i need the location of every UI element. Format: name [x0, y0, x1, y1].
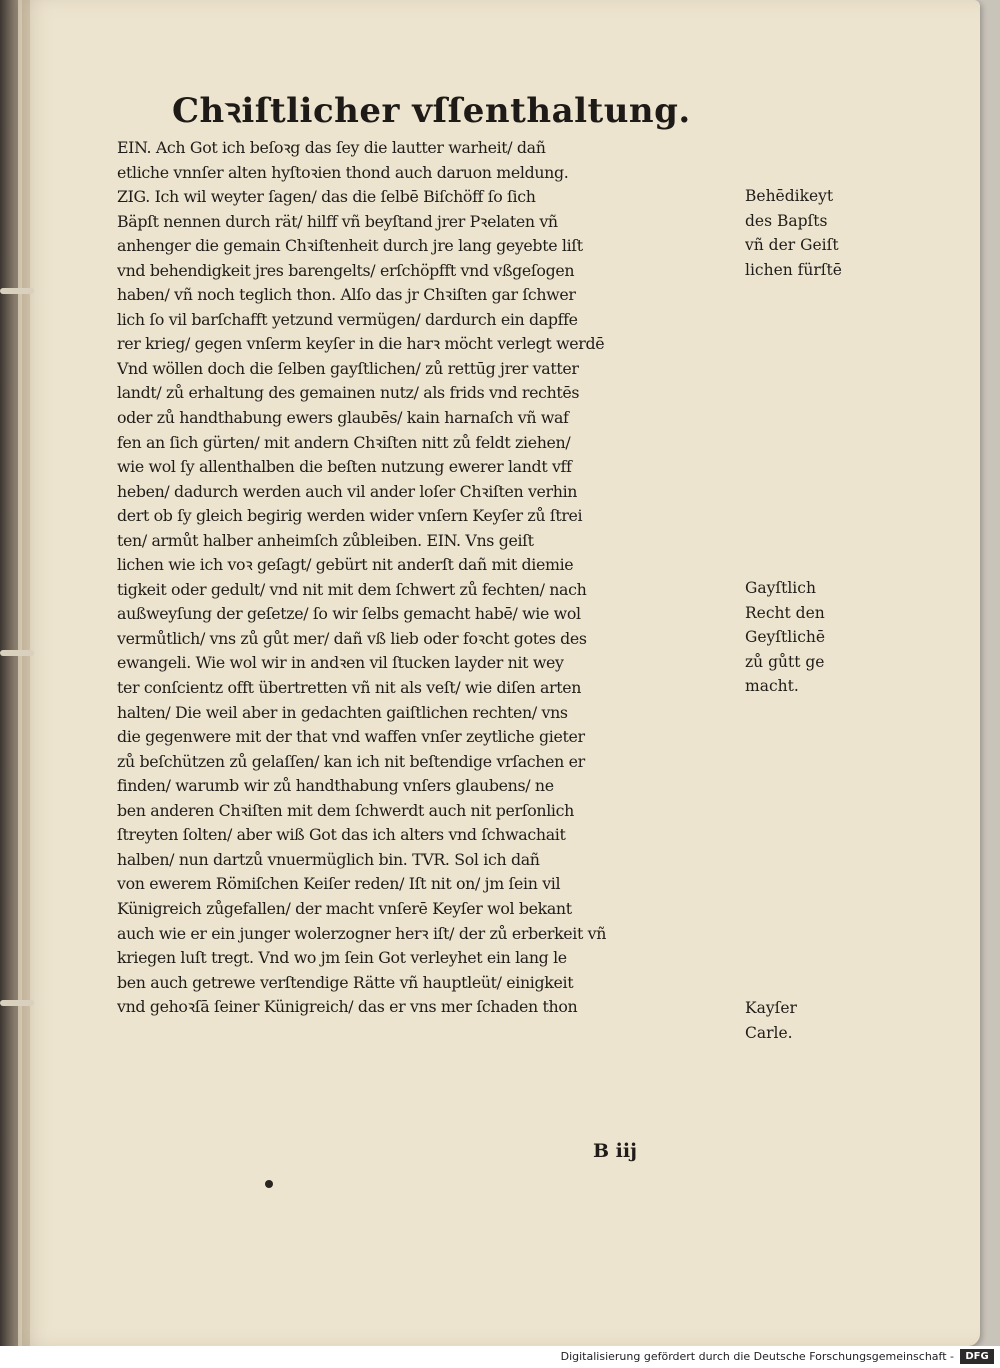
marginal-note-line: Kayſer — [745, 999, 797, 1017]
marginal-note-line: Geyſtlichē — [745, 628, 826, 646]
running-head: Chꝛiſtlicher vſſenthaltung. — [172, 91, 691, 131]
text-line: die gegenwere mit der that vnd waffen vnſer zeytliche gieter — [117, 727, 585, 747]
ink-dot — [265, 1180, 273, 1188]
marginal-note — [745, 996, 870, 1045]
marginal-note-line: Gayſtlich — [745, 579, 816, 597]
text-line: von ewerem Römiſchen Keiſer reden/ Iſt nit on/ jm ſein vil — [117, 874, 561, 894]
text-line: ter conſcientz offt übertretten vñ nit als veſt/ wie diſen arten — [117, 678, 582, 698]
text-line: kriegen luſt tregt. Vnd wo jm ſein Got verleyhet ein lang le — [117, 948, 567, 968]
text-line: vnd behendigkeit jres barengelts/ erſchöpfft vnd vßgeſogen — [117, 260, 575, 280]
text-line: haben/ vñ noch teglich thon. Alſo das jr Chꝛiſten gar ſchwer — [117, 285, 576, 305]
text-line: rer krieg/ gegen vnſerm keyſer in die harꝛ möcht verlegt werdē — [117, 334, 605, 354]
text-line: Vnd wöllen doch die ſelben gayſtlichen/ zů rettūg jrer vatter — [117, 358, 579, 378]
text-line: halten/ Die weil aber in gedachten gaiſtlichen rechten/ vns — [117, 702, 568, 722]
dfg-logo-icon: DFG — [960, 1349, 994, 1364]
text-line: lichen wie ich voꝛ geſagt/ gebürt nit anderſt dañ mit diemie — [117, 555, 574, 575]
text-line: ewangeli. Wie wol wir in andꝛen vil ſtucken layder nit wey — [117, 653, 564, 673]
text-line: ſtreyten ſolten/ aber wiß Got das ich alters vnd ſchwachait — [117, 825, 566, 845]
text-line: außweyſung der geſetze/ ſo wir ſelbs gemacht habē/ wie wol — [117, 604, 581, 624]
text-line: dert ob ſy gleich begirig werden wider vnſern Keyſer zů ſtrei — [117, 506, 583, 526]
text-line: zů beſchützen zů gelaſſen/ kan ich nit beſtendige vrſachen er — [117, 751, 585, 771]
text-line: anhenger die gemain Chꝛiſtenheit durch jre lang geyebte liſt — [117, 236, 583, 256]
text-line: oder zů handthabung ewers glaubēs/ kain harnaſch vñ waf — [117, 408, 569, 428]
text-line: etliche vnnſer alten hyſtoꝛien thond auch daruon meldung. — [117, 162, 569, 182]
text-line: tigkeit oder gedult/ vnd nit mit dem ſchwert zů fechten/ nach — [117, 579, 587, 599]
binding-thread — [0, 1000, 34, 1006]
marginal-note-line: vñ der Geiſt — [745, 236, 839, 254]
marginal-note-line: Recht den — [745, 603, 825, 622]
text-line: heben/ dadurch werden auch vil ander loſer Chꝛiſten verhin — [117, 481, 578, 501]
text-line: Künigreich zůgefallen/ der macht vnſerē Keyſer wol bekant — [117, 898, 572, 918]
binding-thread — [0, 650, 34, 656]
binding-thread — [0, 288, 34, 294]
signature-mark: B iij — [593, 1140, 637, 1162]
text-line: Bäpſt nennen durch rät/ hilff vñ beyſtand jrer Pꝛelaten vñ — [117, 211, 558, 231]
text-line: halben/ nun dartzů vnuermüglich bin. TVR. Sol ich dañ — [117, 849, 540, 869]
text-line: auch wie er ein junger wolerzogner herꝛ iſt/ der zů erberkeit vñ — [117, 923, 607, 943]
main-text-block — [117, 136, 747, 1020]
text-line: ben anderen Chꝛiſten mit dem ſchwerdt auch nit perſonlich — [117, 800, 574, 820]
marginal-note-line: zů gůtt ge — [745, 652, 825, 671]
marginal-note — [745, 184, 870, 282]
text-line: ben auch getrewe verſtendige Rätte vñ hauptleüt/ einigkeit — [117, 972, 574, 992]
marginal-note — [745, 576, 870, 699]
text-line: vermůtlich/ vns zů gůt mer/ dañ vß lieb oder foꝛcht gotes des — [117, 628, 587, 648]
text-line: wie wol ſy allenthalben die beſten nutzung ewerer landt vff — [117, 457, 572, 477]
text-line: ZIG. Ich wil weyter ſagen/ das die ſelbē Biſchöff ſo ſich — [117, 187, 536, 207]
text-line: landt/ zů erhaltung des gemainen nutz/ als frids vnd rechtēs — [117, 383, 580, 403]
page-gutter-shadow — [22, 0, 30, 1346]
text-line: lich ſo vil barſchafft yetzund vermügen/ dardurch ein dapffe — [117, 309, 578, 329]
text-line: finden/ warumb wir zů handthabung vnſers glaubens/ ne — [117, 776, 554, 796]
marginal-note-line: Behēdikeyt — [745, 187, 834, 205]
marginal-note-line: des Bapſts — [745, 211, 828, 230]
marginal-note-line: Carle. — [745, 1023, 793, 1042]
marginal-note-line: macht. — [745, 677, 799, 695]
footer-credit: Digitalisierung gefördert durch die Deutsche Forschungsgemeinschaft - — [560, 1350, 954, 1363]
marginal-note-line: lichen fürſtē — [745, 260, 842, 279]
text-line: ten/ armůt halber anheimſch zůbleiben. EIN. Vns geiſt — [117, 530, 534, 550]
text-line: EIN. Ach Got ich beſoꝛg das ſey die lautter warheit/ dañ — [117, 138, 546, 157]
text-line: vnd gehoꝛſā ſeiner Künigreich/ das er vns mer ſchaden thon — [117, 997, 578, 1017]
text-line: fen an ſich gürten/ mit andern Chꝛiſten nitt zů feldt ziehen/ — [117, 432, 571, 452]
footer-bar — [0, 1346, 1000, 1368]
